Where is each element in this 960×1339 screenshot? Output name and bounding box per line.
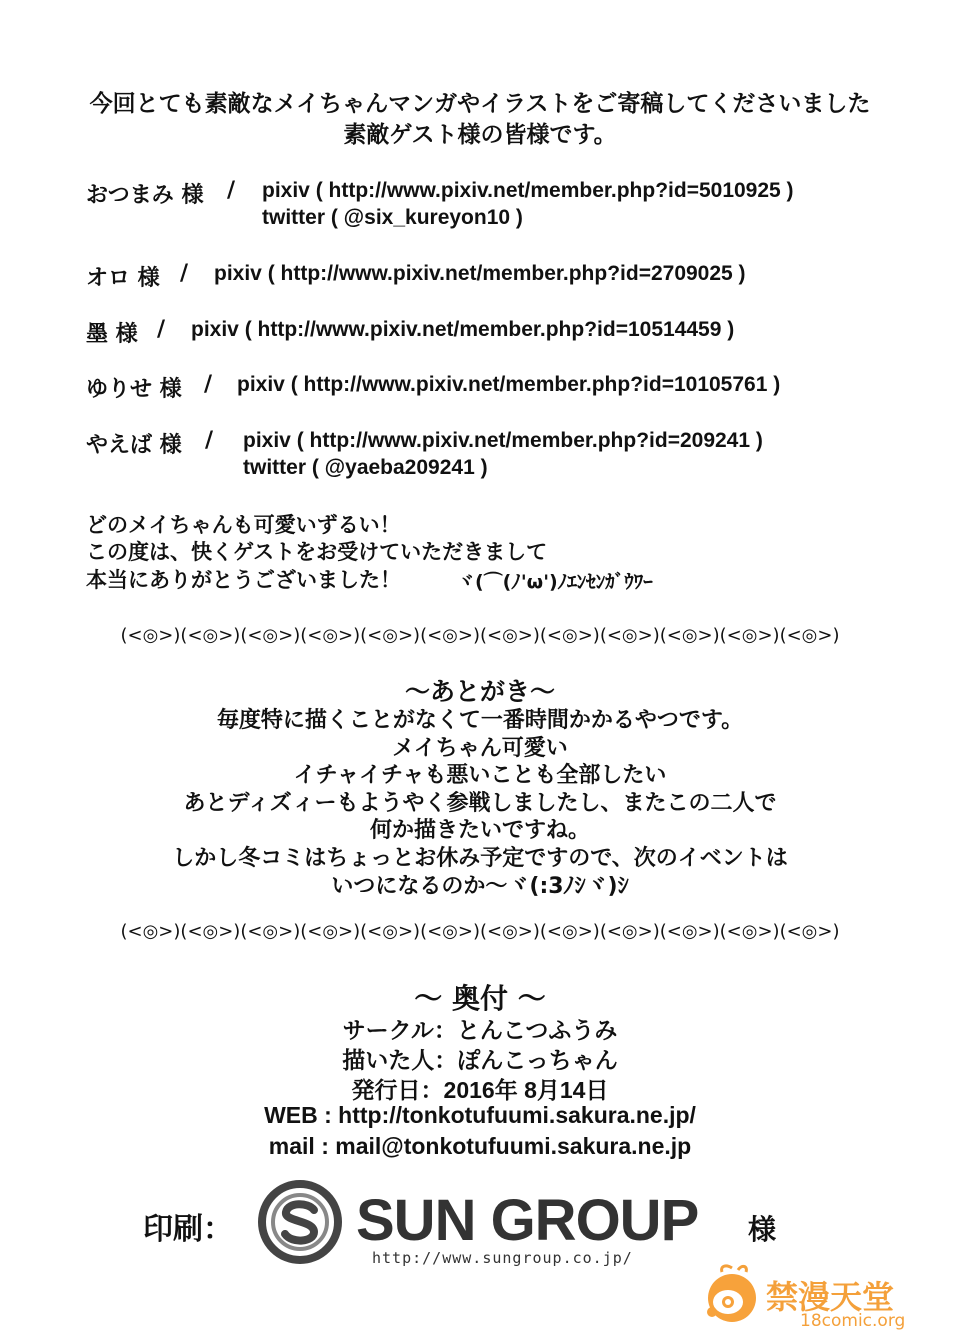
guest-name: ゆりせ 様 <box>86 377 182 402</box>
afterword-title: ～あとがき～ <box>404 677 555 706</box>
afterword-line: しかし冬コミはちょっとお休み予定ですので、次のイベントは <box>172 846 788 871</box>
guest-pixiv-link[interactable]: pixiv ( http://www.pixiv.net/member.php?id=2709025 ) <box>214 262 746 285</box>
colophon-date: 発行日：2016年 8月14日 <box>351 1077 609 1103</box>
colophon-web[interactable]: WEB : http://tonkotufuumi.sakura.ne.jp/ <box>264 1102 696 1128</box>
afterword-line: 毎度特に描くことがなくて一番時間かかるやつです。 <box>216 708 744 733</box>
afterword-line: イチャイチャも悪いことも全部したい <box>293 763 667 788</box>
thanks-line-1: どのメイちゃんも可愛いずるい！ <box>86 513 401 537</box>
watermark-sub: 18comic.org <box>800 1311 906 1331</box>
guest-twitter-link[interactable]: twitter ( @six_kureyon10 ) <box>262 206 523 229</box>
guest-pixiv-link[interactable]: pixiv ( http://www.pixiv.net/member.php?id=10105761 ) <box>237 373 781 396</box>
thanks-line-3: 本当にありがとうございました！ <box>86 568 401 592</box>
decorative-separator: (<◎>)(<◎>)(<◎>)(<◎>)(<◎>)(<◎>)(<◎>)(<◎>)(<◎>)(<◎>)(<◎>)(<◎>) <box>120 921 840 942</box>
guest-slash: / <box>157 317 166 342</box>
guest-name: オロ 様 <box>86 266 160 291</box>
guest-pixiv-link[interactable]: pixiv ( http://www.pixiv.net/member.php?id=10514459 ) <box>191 318 735 341</box>
colophon-artist: 描いた人：ぽんこっちゃん <box>342 1047 618 1073</box>
colophon-title: ～ 奥付 ～ <box>414 982 546 1015</box>
guest-slash: / <box>204 372 213 397</box>
watermark-text: 禁漫天堂 <box>766 1278 895 1316</box>
afterword-line: 何か描きたいですね。 <box>369 818 590 843</box>
guest-slash: / <box>227 178 236 203</box>
printer-logo-text: SUN GROUP <box>356 1188 699 1253</box>
afterword-line: メイちゃん可愛い <box>392 736 568 761</box>
intro-line-2: 素敵ゲスト様の皆様です。 <box>343 122 617 148</box>
guest-twitter-link[interactable]: twitter ( @yaeba209241 ) <box>243 456 488 479</box>
guest-name: やえば 様 <box>86 433 182 458</box>
sun-group-logo-icon <box>258 1180 342 1264</box>
afterword-line: あとディズィーもようやく参戦しましたし、またこの二人で <box>183 791 777 816</box>
colophon-circle: サークル：とんこつふうみ <box>342 1017 618 1043</box>
printer-label: 印刷： <box>143 1212 233 1247</box>
printer-url[interactable]: http://www.sungroup.co.jp/ <box>372 1249 633 1267</box>
guest-pixiv-link[interactable]: pixiv ( http://www.pixiv.net/member.php?id=209241 ) <box>243 429 763 452</box>
guest-name: 墨 様 <box>86 322 138 347</box>
thanks-line-2: この度は、快くゲストをお受けていただきまして <box>86 540 548 564</box>
thanks-emote: ヾ(⌒(ﾉ'ω')ﾉｴﾝｾﾝｶﾞｳﾜｰ <box>456 571 653 593</box>
watermark-mascot-icon <box>698 1262 762 1326</box>
guest-slash: / <box>205 428 214 453</box>
printer-honorific: 様 <box>748 1213 777 1246</box>
decorative-separator: (<◎>)(<◎>)(<◎>)(<◎>)(<◎>)(<◎>)(<◎>)(<◎>)(<◎>)(<◎>)(<◎>)(<◎>) <box>120 625 840 646</box>
guest-slash: / <box>180 261 189 286</box>
colophon-mail[interactable]: mail : mail@tonkotufuumi.sakura.ne.jp <box>268 1133 692 1159</box>
afterword-line: いつになるのか～ヾ(:3ﾉｼヾ)ｼ <box>331 874 629 899</box>
guest-pixiv-link[interactable]: pixiv ( http://www.pixiv.net/member.php?id=5010925 ) <box>262 179 794 202</box>
guest-name: おつまみ 様 <box>86 183 204 208</box>
intro-line-1: 今回とても素敵なメイちゃんマンガやイラストをご寄稿してくださいました <box>89 91 871 117</box>
